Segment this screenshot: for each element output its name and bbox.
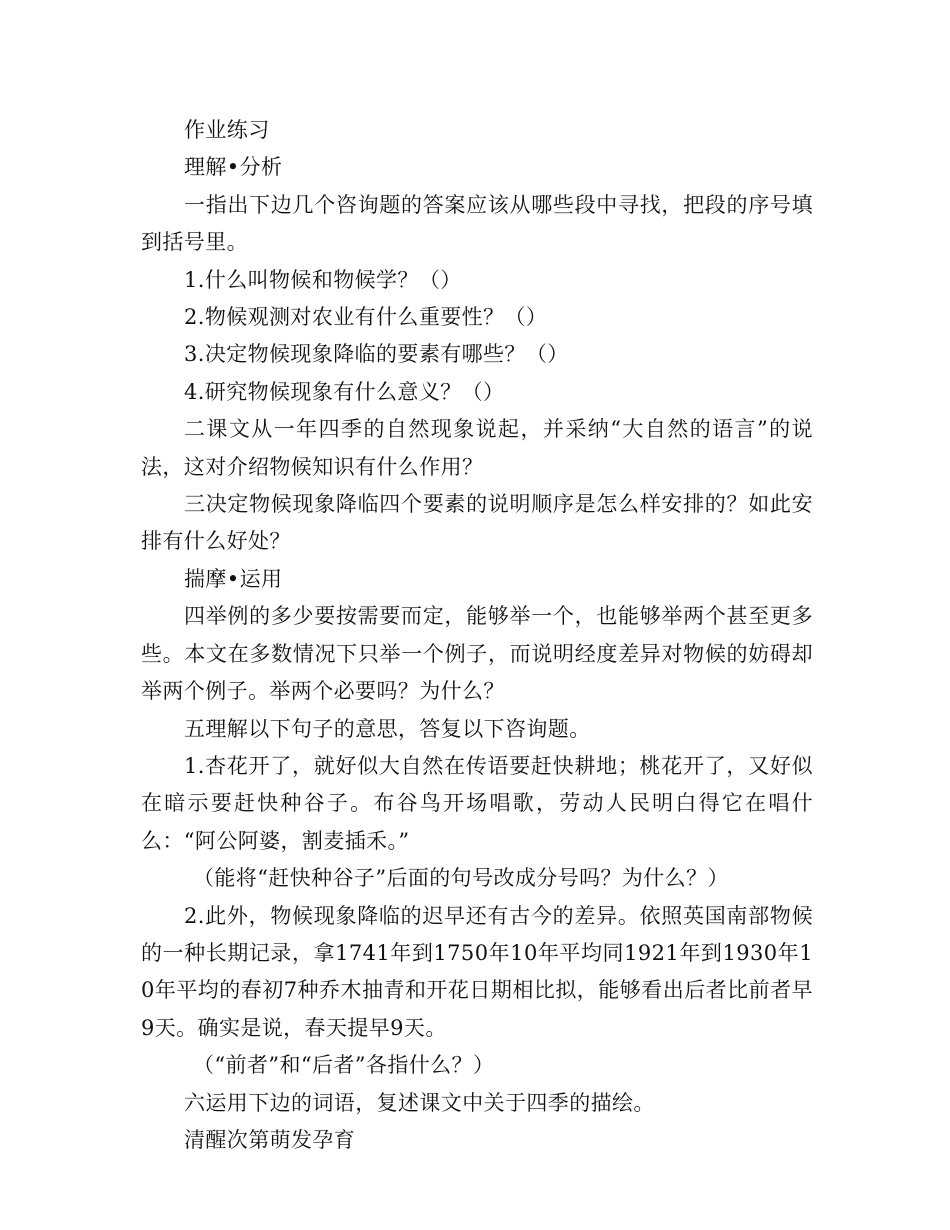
section-title: 作业练习 bbox=[184, 118, 270, 142]
question-5-item-2: 2.此外，物候现象降临的迟早还有古今的差异。依照英国南部物候的一种长期记录，拿1741年到1750年10年平均同1921年到1930年10年平均的春初7种乔木抽青和开花日期相比拟，能够看出后者比前者早9天。确实是说，春天提早9天。 bbox=[141, 903, 813, 1040]
question-2: 二课文从一年四季的自然现象说起，并采纳“大自然的语言”的说法，这对介绍物候知识有什么作用？ bbox=[141, 417, 813, 479]
section-heading-practice-apply: 揣摩•运用 bbox=[184, 566, 283, 591]
question-5-item-1-prompt: （能将“赶快种谷子”后面的句号改成分号吗？为什么？） bbox=[193, 866, 729, 891]
question-4: 四举例的多少要按需要而定，能够举一个，也能够举两个甚至更多些。本文在多数情况下只举一个例子，而说明经度差异对物候的妨碍却举两个例子。举两个必要吗？为什么？ bbox=[141, 604, 813, 704]
question-6: 六运用下边的词语，复述课文中关于四季的描绘。 bbox=[184, 1090, 655, 1115]
question-5-item-2-prompt: （“前者”和“后者”各指什么？） bbox=[193, 1053, 495, 1078]
question-1-item-4: 4.研究物候现象有什么意义？（） bbox=[184, 379, 505, 404]
question-1-item-1: 1.什么叫物候和物候学？（） bbox=[184, 267, 462, 292]
section-heading-understand-analyze: 理解•分析 bbox=[184, 155, 283, 180]
document-body bbox=[141, 112, 813, 1159]
question-5-instruction: 五理解以下句子的意思，答复以下咨询题。 bbox=[184, 716, 591, 741]
question-1-item-3: 3.决定物候现象降临的要素有哪些？（） bbox=[184, 342, 569, 367]
question-1-instruction: 一指出下边几个咨询题的答案应该从哪些段中寻找，把段的序号填到括号里。 bbox=[141, 192, 813, 255]
question-3: 三决定物候现象降临四个要素的说明顺序是怎么样安排的？如此安排有什么好处？ bbox=[141, 492, 813, 554]
question-1-item-2: 2.物候观测对农业有什么重要性？（） bbox=[184, 305, 548, 330]
question-6-word-list: 清醒次第萌发孕育 bbox=[184, 1127, 356, 1152]
question-5-item-1: 1.杏花开了，就好似大自然在传语要赶快耕地；桃花开了，又好似在暗示要赶快种谷子。布谷鸟开场唱歌，劳动人民明白得它在唱什么：“阿公阿婆，割麦插禾。” bbox=[141, 753, 813, 853]
